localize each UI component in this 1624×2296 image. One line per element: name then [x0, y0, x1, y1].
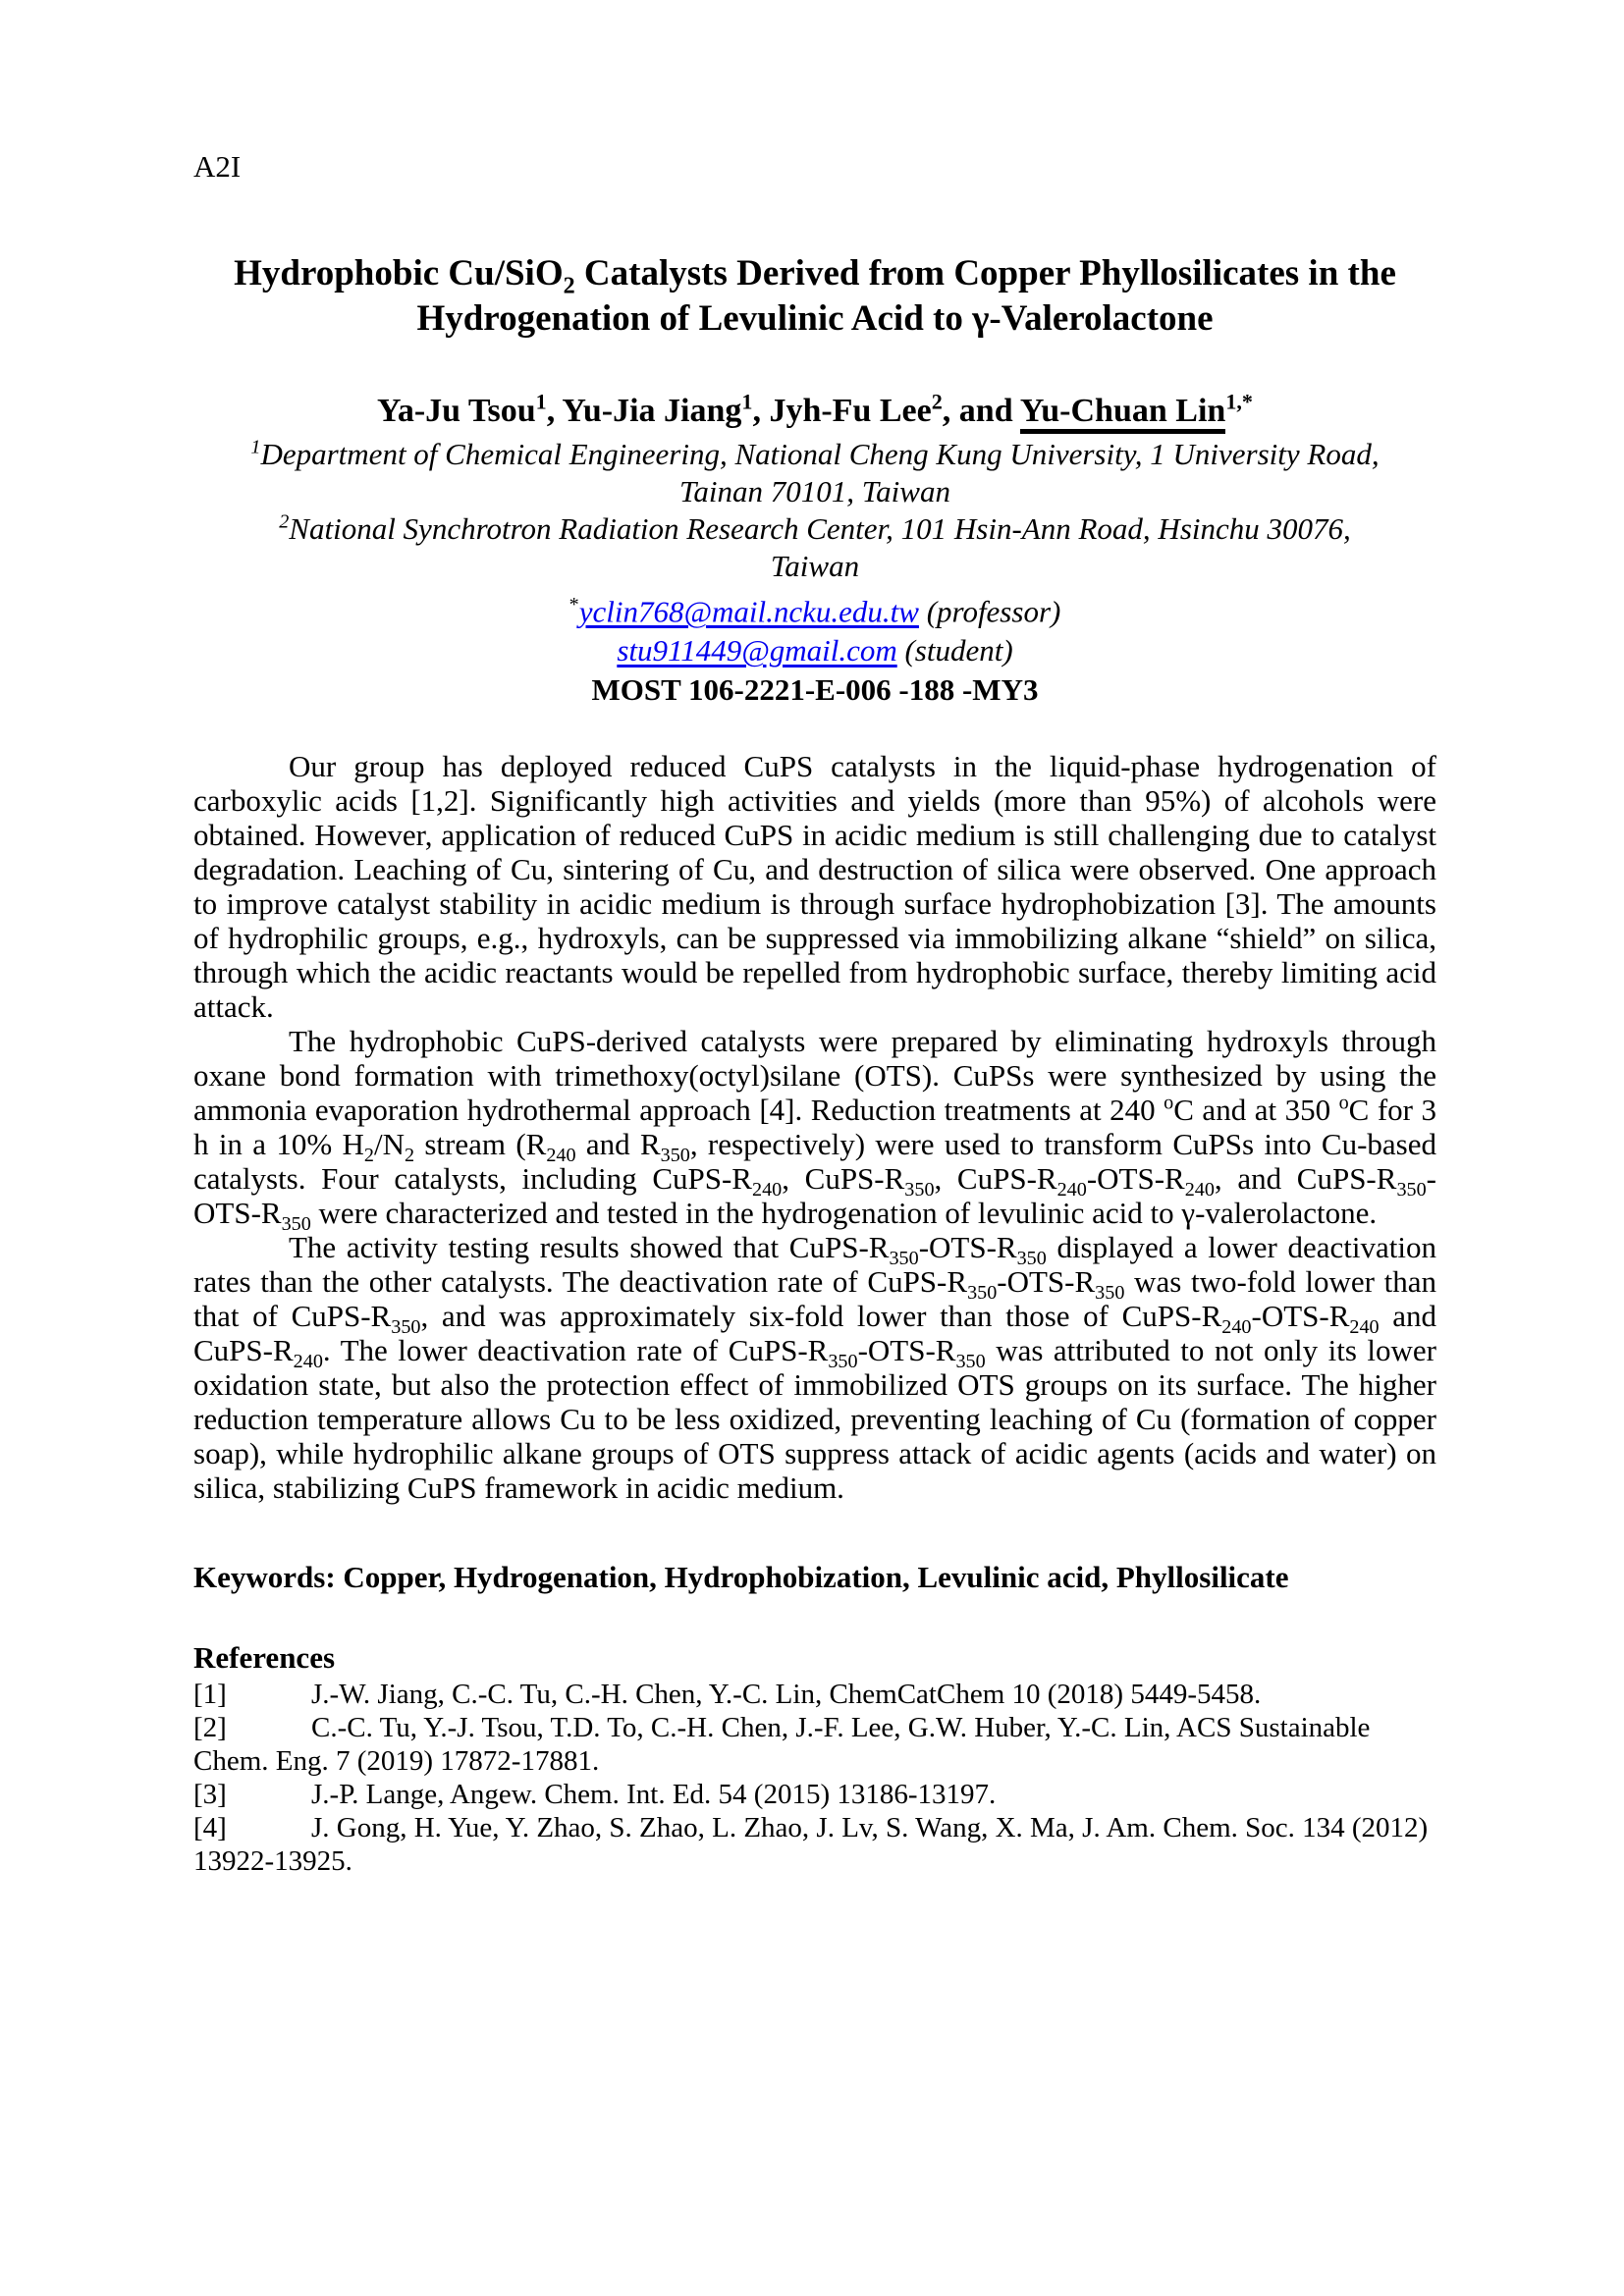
affiliation-2-line-1: $^2$National Synchrotron Radiation Research Center, 101 Hsin-Ann Road, Hsinchu 30076,	[279, 510, 1351, 546]
references-heading: References	[193, 1640, 336, 1676]
affiliation-2-line-2: Taiwan	[770, 549, 860, 583]
corresponding-author: Yu-Chuan Lin	[1020, 393, 1225, 434]
reference-label: [2]	[193, 1712, 227, 1744]
professor-note: (professor)	[918, 594, 1061, 629]
reference-text: J.-P. Lange, Angew. Chem. Int. Ed. 54 (2015) 13186-13197.	[311, 1779, 997, 1811]
corresponding-marker: *	[568, 594, 579, 615]
references-section	[193, 1640, 1436, 1878]
page-content	[193, 0, 1436, 1878]
paper-title	[193, 251, 1436, 342]
page-code: A2I	[193, 149, 242, 184]
reference-item	[193, 1711, 1436, 1778]
grant-number: MOST 106-2221-E-006 -188 -MY3	[591, 672, 1039, 708]
abstract-paragraph-1: Our group has deployed reduced CuPS catalysts in the liquid-phase hydrogenation of carboxylic acids [1,2]. Significantly high activities and yields (more than 95%) of alcohols were obtained. However, application of reduced CuPS in acidic medium is still challenging due to catalyst degradation. Leaching of Cu, sintering of Cu, and destruction of silica were observed. One approach to improve catalyst stability in acidic medium is through surface hydrophobization [3]. The amounts of hydrophilic groups, e.g., hydroxyls, can be suppressed via immobilizing alkane “shield” on silica, through which the acidic reactants would be repelled from hydrophobic surface, thereby limiting acid attack.	[193, 749, 1436, 1025]
reference-text: J. Gong, H. Yue, Y. Zhao, S. Zhao, L. Zhao, J. Lv, S. Wang, X. Ma, J. Am. Chem. Soc. 134 (2012) 13922-13925.	[193, 1812, 1429, 1878]
affiliation-1-line-2: Tainan 70101, Taiwan	[679, 474, 950, 508]
reference-text: J.-W. Jiang, C.-C. Tu, C.-H. Chen, Y.-C. Lin, ChemCatChem 10 (2018) 5449-5458.	[311, 1679, 1262, 1711]
correspondence-block	[193, 585, 1436, 710]
title-line-1: Hydrophobic Cu/SiO$_2$ Catalysts Derived from Copper Phyllosilicates in the	[234, 253, 1396, 299]
student-email-link[interactable]: stu911449@gmail.com	[617, 633, 897, 668]
abstract-paragraph-2: The hydrophobic CuPS-derived catalysts were prepared by eliminating hydroxyls through oxane bond formation with trimethoxy(octyl)silane (OTS). CuPSs were synthesized by using the ammonia evaporation hydrothermal approach [4]. Reduction treatments at 240 $^o$C and at 350 $^o$C for 3 h in a 10% $H_2/N_2$ stream ($R_{240}$ and $R_{350}$, respectively) were used to transform CuPSs into Cu-based catalysts. Four catalysts, including CuPS-$R_{240}$, CuPS-$R_{350}$, CuPS-$R_{240}-OTS-R_{240}$, and CuPS-$R_{350}-OTS-R_{350}$ were characterized and tested in the hydrogenation of levulinic acid to γ-valerolactone.	[193, 1024, 1437, 1236]
abstract-paragraph-3: The activity testing results showed that CuPS-$R_{350}-OTS-R_{350}$ displayed a lower deactivation rates than the other catalysts. The deactivation rate of CuPS-$R_{350}-OTS-R_{350}$ was two-fold lower than that of CuPS-$R_{350}$, and was approximately six-fold lower than those of CuPS-$R_{240}-OTS-R_{240}$ and CuPS-$R_{240}$. The lower deactivation rate of CuPS-$R_{350}-OTS-R_{350}$ was attributed to not only its lower oxidation state, but also the protection effect of immobilized OTS groups on its surface. The higher reduction temperature allows Cu to be less oxidized, preventing leaching of Cu (formation of copper soap), while hydrophilic alkane groups of OTS suppress attack of acidic agents (acids and water) on silica, stabilizing CuPS framework in acidic medium.	[193, 1230, 1437, 1506]
reference-label: [1]	[193, 1679, 227, 1711]
affiliations-block	[193, 436, 1436, 585]
reference-label: [3]	[193, 1779, 227, 1811]
affiliation-1-line-1: $^1$Department of Chemical Engineering, National Cheng Kung University, 1 University Road,	[250, 436, 1380, 471]
reference-item	[193, 1778, 1436, 1811]
reference-item	[193, 1811, 1436, 1878]
reference-item	[193, 1678, 1436, 1711]
keywords-line: Keywords: Copper, Hydrogenation, Hydrophobization, Levulinic acid, Phyllosilicate	[193, 1560, 1289, 1595]
reference-label: [4]	[193, 1812, 227, 1844]
authors-group: Ya-Ju Tsou$^1$, Yu-Jia Jiang$^1$, Jyh-Fu Lee$^2$, and	[377, 389, 1020, 429]
student-email-line	[193, 631, 1436, 670]
professor-email-line	[193, 585, 1436, 631]
corresponding-author-superscript: 1,*	[1225, 389, 1253, 414]
abstract-body	[193, 749, 1436, 1505]
reference-text: C.-C. Tu, Y.-J. Tsou, T.D. To, C.-H. Chen, J.-F. Lee, G.W. Huber, Y.-C. Lin, ACS Sustainable Chem. Eng. 7 (2019) 17872-17881.	[193, 1712, 1371, 1778]
authors-line	[193, 391, 1436, 432]
student-note: (student)	[896, 633, 1013, 668]
professor-email-link[interactable]: yclin768@mail.ncku.edu.tw	[578, 594, 919, 629]
title-line-2: Hydrogenation of Levulinic Acid to γ-Valerolactone	[416, 298, 1214, 339]
